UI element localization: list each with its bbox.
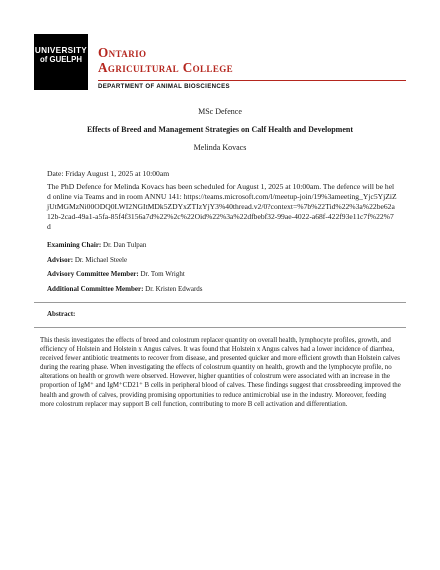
department-name: DEPARTMENT OF ANIMAL BIOSCIENCES <box>98 83 230 90</box>
college-name-line-1: Ontario <box>98 45 147 60</box>
examining-chair-label: Examining Chair: <box>47 241 102 249</box>
additional-member-name: Dr. Kristen Edwards <box>145 285 203 293</box>
additional-member-line <box>47 285 203 293</box>
examining-chair-name: Dr. Dan Tulpan <box>103 241 147 249</box>
advisor-name: Dr. Michael Steele <box>74 256 128 264</box>
letterhead-rule <box>98 80 406 81</box>
abstract-heading: Abstract: <box>47 310 76 318</box>
divider <box>34 302 406 303</box>
advisor-label: Advisor: <box>47 256 74 264</box>
college-name <box>98 45 233 75</box>
advisor-line <box>47 256 127 264</box>
logo-line-2: of GUELPH <box>39 55 82 64</box>
announcement-paragraph: The PhD Defence for Melinda Kovacs has been scheduled for August 1, 2025 at 10:00am. The defence will be held online via Teams and in room ANNU 141: https://teams.microsoft.com/l/meetup-join/19%3ameeting_Yjc5YjZiZjUtMGMzNi00ODQ0LWI2NGItMDk5ZDYxZTIzYjY3%40thread.v2/0?context=%7b%22Tid%22%3a%22be62a12b-2cad-49a1-a5fa-85f4f3156a7d%22%2c%22Oid%22%3a%22dfbebf32-99ae-4022-a68f-422f93e11c7f%22%7d <box>47 182 397 231</box>
degree-type: MSc Defence <box>198 107 242 116</box>
college-name-line-2: Agricultural College <box>98 60 234 75</box>
candidate-name: Melinda Kovacs <box>193 143 247 152</box>
letterhead <box>34 34 406 90</box>
examining-chair-line <box>47 241 146 249</box>
university-logo <box>34 34 88 90</box>
logo-line-1: UNIVERSITY <box>34 46 88 55</box>
advisory-member-label: Advisory Committee Member: <box>47 270 139 278</box>
advisory-member-name: Dr. Tom Wright <box>140 270 185 278</box>
defence-date: Date: Friday August 1, 2025 at 10:00am <box>47 169 170 178</box>
divider <box>34 327 406 328</box>
additional-member-label: Additional Committee Member: <box>47 285 144 293</box>
abstract-body: This thesis investigates the effects of breed and colostrum replacer quantity on overall health, lymphocyte profiles, growth, and efficiency of Holstein and Holstein x Angus calves. It was found that Holstein x Angus calves had a lower incidence of diarrhea, received fewer antibiotic treatments to recover from disease, and presented quicker and more efficient growth than Holstein calves during the rearing phase. When investigating the effects of colostrum quantity on health, growth and the lymphocyte profile, no alterations on health or growth were observed. However, higher quantities of colostrum were associated with an increase in the proportion of IgM⁺ and IgM⁺CD21⁺ B cells in peripheral blood of calves. These findings suggest that crossbreeding improved the health and growth of calves, providing promising opportunities to reduce antimicrobial use in the industry. Moreover, feeding more colostrum replacer may support B cell function, contributing to more B cell activation and differentiation. <box>40 337 401 408</box>
thesis-title: Effects of Breed and Management Strategies on Calf Health and Development <box>86 125 354 134</box>
advisory-member-line <box>47 270 185 278</box>
